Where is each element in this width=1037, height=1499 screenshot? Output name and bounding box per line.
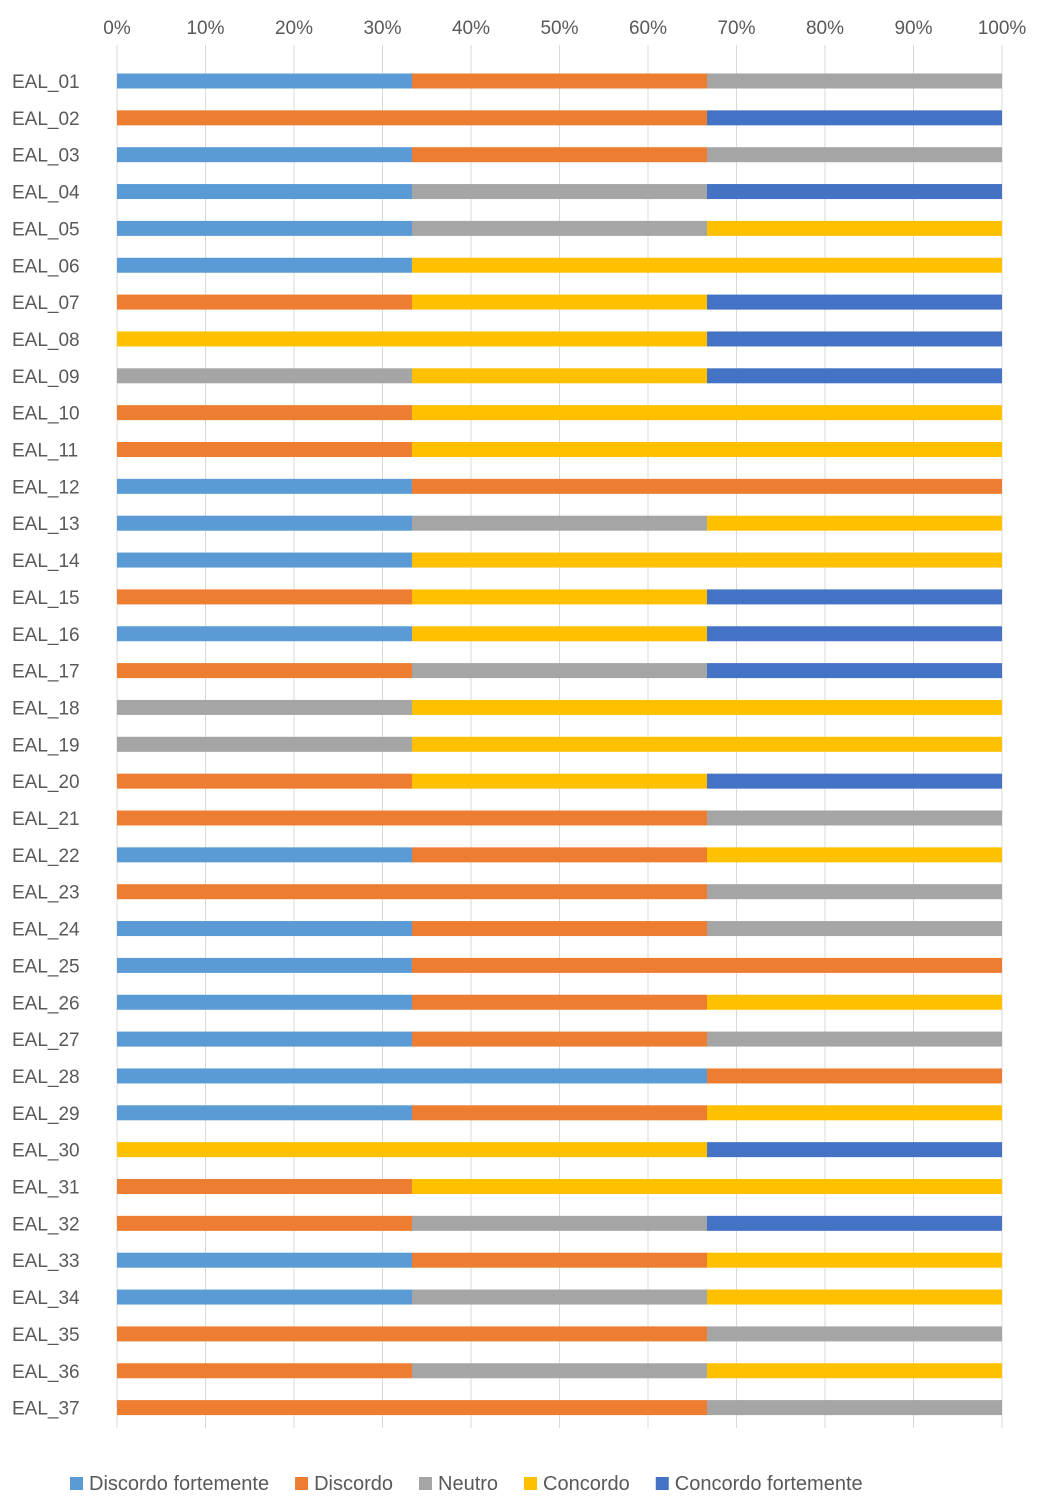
y-axis-categories [12,72,80,1420]
bar-segment [412,368,707,383]
x-tick-label: 30% [363,18,402,39]
bar-segment [707,1253,1002,1268]
category-label: EAL_05 [12,219,80,241]
bar-segment [117,184,412,199]
bar-segment [412,553,1002,568]
bar-segment [117,1363,412,1378]
category-label: EAL_10 [12,403,80,425]
category-label: EAL_11 [12,440,79,462]
bar-segment [117,147,412,162]
bar-segment [117,1400,707,1415]
bar-segment [117,74,412,89]
legend-label: Concordo [543,1473,630,1495]
bar-segment [117,1142,707,1157]
bar-segment [707,74,1002,89]
bar-segment [412,921,707,936]
bar-segment [707,626,1002,641]
category-label: EAL_37 [12,1398,80,1420]
x-axis-ticks [103,18,1026,39]
bar-segment [707,1400,1002,1415]
category-label: EAL_23 [12,882,80,904]
bar-segment [412,74,707,89]
legend-swatch [70,1477,83,1490]
category-label: EAL_18 [12,698,80,720]
bar-segment [707,1105,1002,1120]
bar-segment [707,1363,1002,1378]
x-tick-label: 50% [540,18,579,39]
legend-label: Discordo [314,1473,393,1495]
bar-segment [707,995,1002,1010]
category-label: EAL_12 [12,477,80,499]
x-tick-label: 90% [894,18,933,39]
bar-segment [707,774,1002,789]
category-label: EAL_30 [12,1140,80,1162]
bar-segment [412,516,707,531]
category-label: EAL_36 [12,1361,80,1383]
bar-segment [707,368,1002,383]
bar-segment [707,663,1002,678]
category-label: EAL_03 [12,145,80,167]
bar-segment [117,1216,412,1231]
bar-segment [707,184,1002,199]
bar-segment [412,1363,707,1378]
bar-segment [412,1290,707,1305]
bar-segment [707,221,1002,236]
bar-segment [117,1290,412,1305]
bar-segment [117,479,412,494]
bar-segment [117,368,412,383]
legend-swatch [524,1477,537,1490]
legend-swatch [419,1477,432,1490]
category-label: EAL_33 [12,1251,80,1273]
bar-segment [707,921,1002,936]
bar-segment [707,1216,1002,1231]
bar-segment [117,1179,412,1194]
category-label: EAL_13 [12,514,80,536]
x-tick-label: 40% [451,18,491,39]
category-label: EAL_20 [12,772,80,794]
x-tick-label: 70% [717,18,756,39]
bar-segment [707,1326,1002,1341]
bar-segment [117,847,412,862]
bar-segment [117,1032,412,1047]
bar-segment [412,958,1002,973]
bar-segment [117,553,412,568]
category-label: EAL_24 [12,919,80,941]
bar-segment [412,147,707,162]
category-label: EAL_26 [12,993,80,1015]
category-label: EAL_19 [12,735,80,757]
bar-segment [412,700,1002,715]
category-label: EAL_02 [12,108,80,130]
category-label: EAL_07 [12,293,80,315]
bar-segment [117,1068,707,1083]
legend-item [656,1473,863,1495]
bar-segment [412,258,1002,273]
category-label: EAL_32 [12,1214,80,1236]
bar-segment [117,737,412,752]
bar-segment [117,663,412,678]
bar-segment [412,479,1002,494]
bar-segment [412,663,707,678]
category-label: EAL_34 [12,1288,80,1310]
bar-segment [707,110,1002,125]
bar-segment [117,258,412,273]
category-label: EAL_14 [12,551,80,573]
bar-segment [412,995,707,1010]
category-label: EAL_06 [12,256,80,278]
category-label: EAL_29 [12,1103,80,1125]
x-tick-label: 100% [977,18,1027,39]
bar-segment [707,1032,1002,1047]
category-label: EAL_31 [12,1177,80,1199]
bar-segment [412,184,707,199]
legend-label: Concordo fortemente [674,1473,863,1495]
bar-segment [707,847,1002,862]
bar-segment [117,405,412,420]
x-tick-label: 20% [274,18,314,39]
bar-segment [707,331,1002,346]
category-label: EAL_35 [12,1324,80,1346]
legend-swatch [295,1477,308,1490]
bar-segment [707,1142,1002,1157]
bar-segment [412,1105,707,1120]
bar-segment [412,1032,707,1047]
bar-segment [117,774,412,789]
bar-segment [117,921,412,936]
bar-segment [117,1105,412,1120]
category-label: EAL_16 [12,624,80,646]
legend-label: Neutro [438,1473,499,1495]
bar-segment [412,737,1002,752]
bar-segment [412,442,1002,457]
category-label: EAL_08 [12,329,80,351]
bar-segment [117,1326,707,1341]
bar-segment [707,516,1002,531]
category-label: EAL_27 [12,1030,80,1052]
legend-item [295,1473,393,1495]
bar-segment [117,221,412,236]
bar-segment [117,110,707,125]
x-tick-label: 80% [805,18,845,39]
legend-label: Discordo fortemente [89,1473,270,1495]
bar-segment [412,405,1002,420]
category-label: EAL_15 [12,587,80,609]
x-tick-label: 0% [103,18,131,39]
bar-segment [117,958,412,973]
bar-segment [707,589,1002,604]
legend-item [419,1473,498,1495]
bar-segment [412,589,707,604]
bar-segment [707,811,1002,826]
legend [70,1473,863,1495]
bar-segment [707,1068,1002,1083]
bar-segment [117,295,412,310]
bar-segment [412,1253,707,1268]
legend-item [70,1473,269,1495]
bar-segment [412,626,707,641]
bar-segment [117,331,707,346]
bar-segment [117,626,412,641]
bar-segment [707,147,1002,162]
bar-segment [412,295,707,310]
bar-segment [412,847,707,862]
bar-segment [117,811,707,826]
category-label: EAL_22 [12,845,80,867]
bar-segment [117,1253,412,1268]
bar-segment [117,884,707,899]
x-tick-label: 60% [628,18,668,39]
bar-segment [117,442,412,457]
bar-segment [707,884,1002,899]
bar-segment [707,1290,1002,1305]
bar-segment [412,1216,707,1231]
category-label: EAL_04 [12,182,80,204]
legend-item [524,1473,630,1495]
category-label: EAL_17 [12,661,80,683]
category-label: EAL_28 [12,1066,80,1088]
category-label: EAL_25 [12,956,80,978]
bar-segment [117,589,412,604]
bar-segment [707,295,1002,310]
bar-segment [412,221,707,236]
legend-swatch [656,1477,669,1490]
category-label: EAL_01 [12,72,80,93]
bar-segment [412,1179,1002,1194]
bar-segment [412,774,707,789]
bar-segment [117,700,412,715]
category-label: EAL_09 [12,366,80,388]
bar-segment [117,516,412,531]
category-label: EAL_21 [12,809,80,830]
bar-segment [117,995,412,1010]
x-tick-label: 10% [186,18,225,39]
